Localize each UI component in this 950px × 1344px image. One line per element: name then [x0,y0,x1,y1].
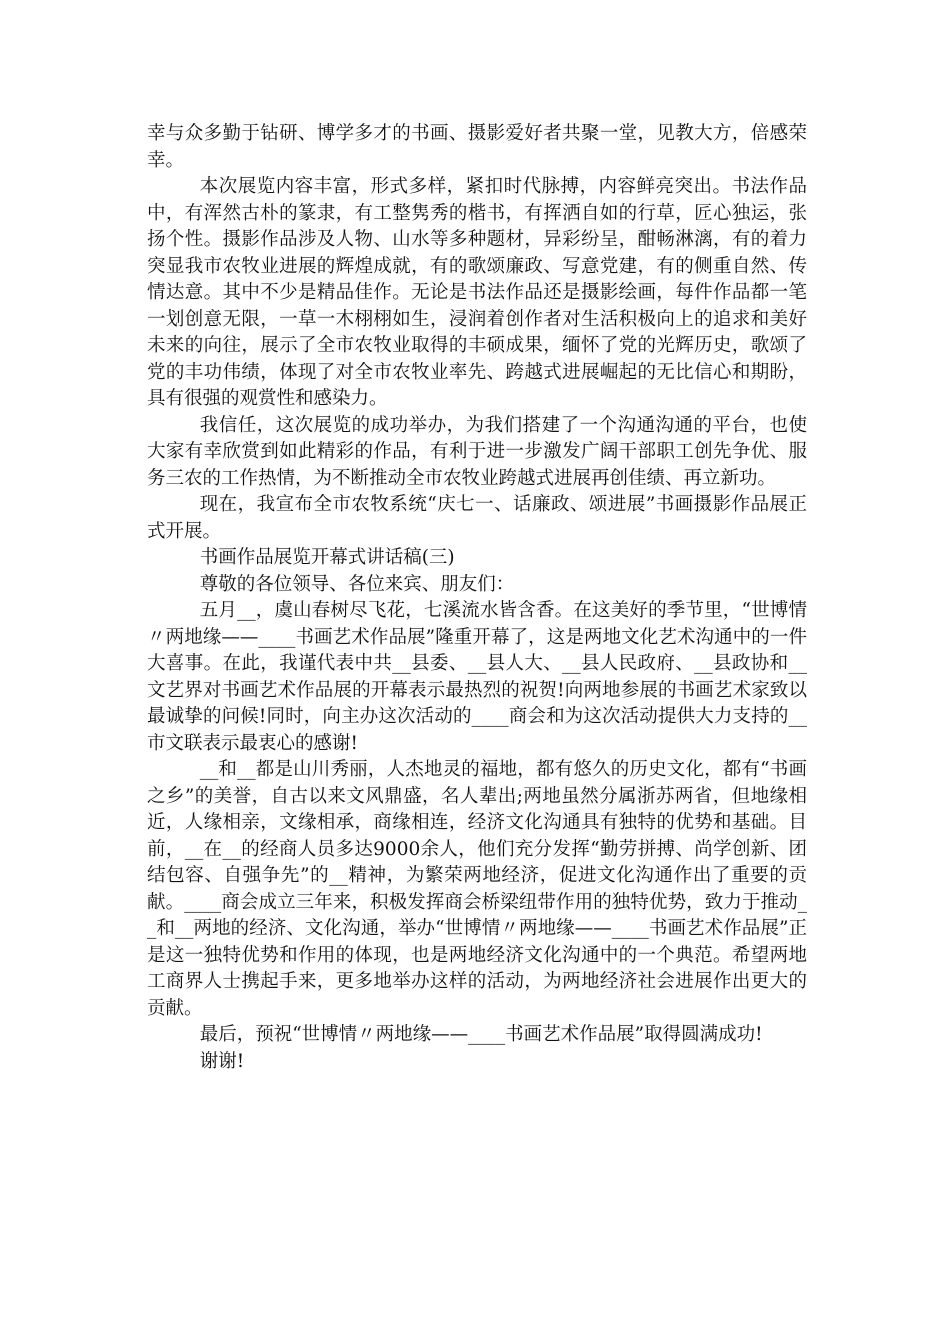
paragraph: 我信任，这次展览的成功举办，为我们搭建了一个沟通沟通的平台，也使大家有幸欣赏到如此精彩的作品，有利于进一步激发广阔干部职工创先争优、服务三农的工作热情，为不断推动全市农牧业跨越式进展再创佳绩、再立新功。 [147,414,807,489]
closing: 谢谢! [199,1050,245,1072]
document-body [147,121,807,1075]
section-heading: 书画作品展览开幕式讲话稿(三) [199,547,455,568]
paragraph: 现在，我宣布全市农牧系统“庆七一、话廉政、颂进展”书画摄影作品展正式开展。 [147,494,807,542]
paragraph: 最后，预祝“世博情〃两地缘——____书画艺术作品展”取得圆满成功! [199,1024,763,1045]
paragraph: 幸与众多勤于钻研、博学多才的书画、摄影爱好者共聚一堂，见教大方，倍感荣幸。 [147,123,807,171]
paragraph: 本次展览内容丰富，形式多样，紧扣时代脉搏，内容鲜亮突出。书法作品中，有浑然古朴的篆隶，有工整隽秀的楷书，有挥洒自如的行草，匠心独运，张扬个性。摄影作品涉及人物、山水等多种题材，异彩纷呈，酣畅淋漓，有的着力突显我市农牧业进展的辉煌成就，有的歌颂廉政、写意党建，有的侧重自然、传情达意。其中不少是精品佳作。无论是书法作品还是摄影绘画，每件作品都一笔一划创意无限，一草一木栩栩如生，浸润着创作者对生活积极向上的追求和美好未来的向往，展示了全市农牧业取得的丰硕成果，缅怀了党的光辉历史，歌颂了党的丰功伟绩，体现了对全市农牧业率先、跨越式进展崛起的无比信心和期盼，具有很强的观赏性和感染力。 [147,176,807,409]
salutation: 尊敬的各位领导、各位来宾、朋友们： [199,573,515,595]
paragraph: 五月__，虞山春树尽飞花，七溪流水皆含香。在这美好的季节里，“世博情〃两地缘——____书画艺术作品展”隆重开幕了，这是两地文化艺术沟通中的一件大喜事。在此，我谨代表中共__县委、__县人大、__县人民政府、__县政协和__文艺界对书画艺术作品展的开幕表示最热烈的祝贺!向两地参展的书画艺术家致以最诚挚的问候!同时，向主办这次活动的____商会和为这次活动提供大力支持的__市文联表示最衷心的感谢! [147,600,807,754]
paragraph: __和__都是山川秀丽，人杰地灵的福地，都有悠久的历史文化，都有“书画之乡”的美誉，自古以来文风鼎盛，名人辈出;两地虽然分属浙苏两省，但地缘相近，人缘相亲，文缘相承，商缘相连，经济文化沟通具有独特的优势和基础。目前，__在__的经商人员多达9000余人，他们充分发挥“勤劳拼搏、尚学创新、团结包容、自强争先”的__精神，为繁荣两地经济，促进文化沟通作出了重要的贡献。____商会成立三年来，积极发挥商会桥梁纽带作用的独特优势，致力于推动__和__两地的经济、文化沟通，举办“世博情〃两地缘——____书画艺术作品展”正是这一独特优势和作用的体现，也是两地经济文化沟通中的一个典范。希望两地工商界人士携起手来，更多地举办这样的活动，为两地经济社会进展作出更大的贡献。 [147,759,807,1019]
